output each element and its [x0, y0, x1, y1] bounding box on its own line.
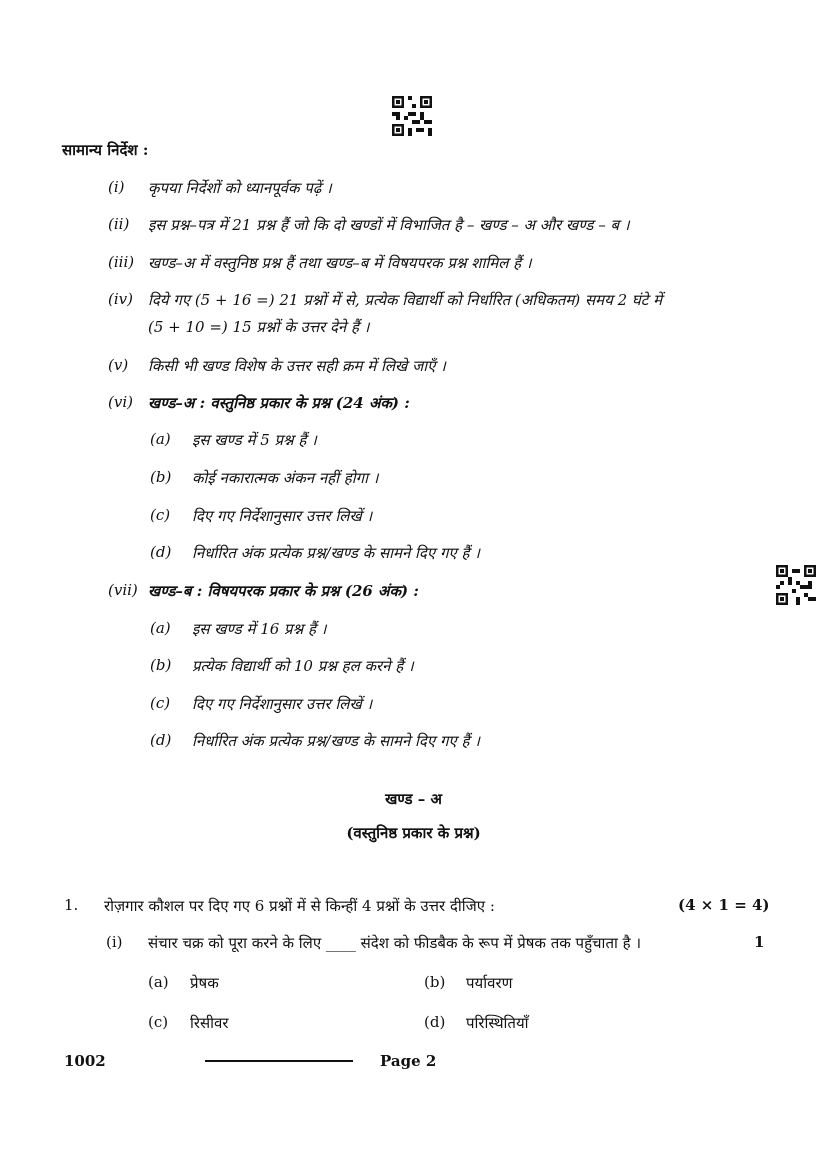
instruction-number: (vii) [108, 581, 138, 599]
sub-instruction-text: प्रत्येक विद्यार्थी को 10 प्रश्न हल करने हैं । [192, 657, 414, 675]
sub-instruction-label: (d) [150, 731, 172, 749]
sub-instruction-text: दिए गए निर्देशानुसार उत्तर लिखें । [192, 507, 373, 525]
sub-instruction-label: (a) [150, 619, 171, 637]
instruction-text: खण्ड–ब : विषयपरक प्रकार के प्रश्न (26 अंक) : [148, 582, 419, 600]
sub-instruction-text: कोई नकारात्मक अंकन नहीं होगा । [192, 469, 379, 487]
footer-divider [205, 1060, 353, 1062]
option-label: (b) [424, 973, 446, 991]
instruction-text-continued: (5 + 10 =) 15 प्रश्नों के उत्तर देने हैं । [148, 318, 370, 336]
option-label: (c) [148, 1013, 169, 1031]
instruction-text: खण्ड–अ में वस्तुनिष्ठ प्रश्न हैं तथा खण्ड–ब में विषयपरक प्रश्न शामिल हैं । [148, 254, 532, 272]
instruction-text: किसी भी खण्ड विशेष के उत्तर सही क्रम में लिखे जाएँ । [148, 357, 446, 375]
sub-instruction-label: (d) [150, 543, 172, 561]
section-subtitle: (वस्तुनिष्ठ प्रकार के प्रश्न) [346, 824, 481, 842]
instruction-number: (v) [108, 356, 129, 374]
question-number: 1. [64, 896, 79, 914]
instruction-number: (vi) [108, 393, 133, 411]
instruction-number: (ii) [108, 215, 130, 233]
sub-instruction-text: इस खण्ड में 5 प्रश्न हैं । [192, 431, 317, 449]
sub-instruction-text: इस खण्ड में 16 प्रश्न हैं । [192, 620, 327, 638]
instruction-number: (iv) [108, 290, 133, 308]
instruction-text: इस प्रश्न–पत्र में 21 प्रश्न हैं जो कि दो खण्डों में विभाजित है – खण्ड – अ और खण्ड – ब । [148, 216, 630, 234]
sub-question-marks: 1 [754, 933, 765, 951]
page-number: Page 2 [380, 1052, 437, 1070]
question-marks: (4 × 1 = 4) [678, 896, 770, 914]
qr-code-top [392, 96, 432, 136]
qr-code-side [776, 565, 816, 605]
sub-instruction-text: दिए गए निर्देशानुसार उत्तर लिखें । [192, 695, 373, 713]
sub-instruction-label: (c) [150, 506, 171, 524]
instruction-number: (i) [108, 178, 125, 196]
question-text: रोज़गार कौशल पर दिए गए 6 प्रश्नों में से किन्हीं 4 प्रश्नों के उत्तर दीजिए : [104, 897, 495, 915]
instruction-text: खण्ड–अ : वस्तुनिष्ठ प्रकार के प्रश्न (24 अंक) : [148, 394, 410, 412]
section-title: खण्ड – अ [385, 790, 442, 808]
instructions-heading: सामान्य निर्देश : [62, 141, 149, 159]
instruction-number: (iii) [108, 253, 135, 271]
option-text: रिसीवर [190, 1014, 229, 1032]
sub-instruction-label: (b) [150, 656, 172, 674]
option-text: पर्यावरण [466, 974, 513, 992]
sub-question-text: संचार चक्र को पूरा करने के लिए ____ संदेश को फीडबैक के रूप में प्रेषक तक पहुँचाता है । [148, 934, 642, 952]
option-text: प्रेषक [190, 974, 219, 992]
sub-instruction-text: निर्धारित अंक प्रत्येक प्रश्न/खण्ड के सामने दिए गए हैं । [192, 544, 480, 562]
option-label: (a) [148, 973, 169, 991]
paper-code: 1002 [64, 1052, 106, 1070]
sub-instruction-label: (a) [150, 430, 171, 448]
option-text: परिस्थितियाँ [466, 1014, 529, 1032]
sub-instruction-label: (b) [150, 468, 172, 486]
instruction-text: कृपया निर्देशों को ध्यानपूर्वक पढ़ें । [148, 179, 332, 197]
sub-question-number: (i) [106, 933, 123, 951]
sub-instruction-label: (c) [150, 694, 171, 712]
option-label: (d) [424, 1013, 446, 1031]
sub-instruction-text: निर्धारित अंक प्रत्येक प्रश्न/खण्ड के सामने दिए गए हैं । [192, 732, 480, 750]
instruction-text: दिये गए (5 + 16 =) 21 प्रश्नों में से, प्रत्येक विद्यार्थी को निर्धारित (अधिकतम) समय 2 घंटे में [148, 291, 663, 309]
